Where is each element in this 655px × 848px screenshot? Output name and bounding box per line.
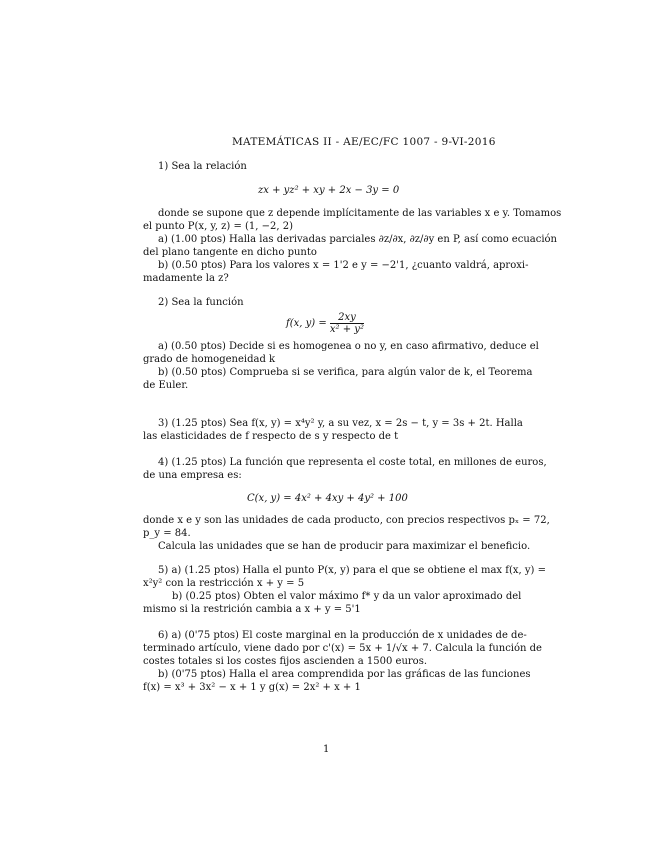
- problem-5-line-1: 5) a) (1.25 ptos) Halla el punto P(x, y) para el que se obtiene el max f(x, y) =: [158, 565, 546, 576]
- problem-2-line-1: a) (0.50 ptos) Decide si es homogenea o no y, en caso afirmativo, deduce el: [158, 341, 539, 352]
- problem-4-line-5: Calcula las unidades que se han de producir para maximizar el beneficio.: [158, 541, 531, 552]
- problem-1-line-2: el punto P(x, y, z) = (1, −2, 2): [143, 221, 293, 232]
- problem-1-intro: 1) Sea la relación: [158, 161, 247, 172]
- problem-2-numerator: 2xy: [330, 312, 364, 324]
- problem-2-line-2: grado de homogeneidad k: [143, 354, 276, 365]
- problem-4-line-3: donde x e y son las unidades de cada producto, con precios respectivos pₓ = 72,: [143, 515, 550, 526]
- problem-5-line-2: x²y² con la restricción x + y = 5: [143, 578, 305, 589]
- problem-6-line-5: f(x) = x³ + 3x² − x + 1 y g(x) = 2x² + x + 1: [143, 682, 361, 693]
- page-number: 1: [323, 744, 330, 755]
- problem-2-line-4: de Euler.: [143, 380, 189, 391]
- problem-1-equation: zx + yz² + xy + 2x − 3y = 0: [258, 185, 400, 196]
- problem-6-line-3: costes totales si los costes fijos ascienden a 1500 euros.: [143, 656, 428, 667]
- problem-4-line-4: p_y = 84.: [143, 528, 191, 539]
- problem-2-lhs: f(x, y) =: [286, 318, 327, 329]
- problem-2-formula: [286, 312, 364, 335]
- problem-2-fraction: [330, 312, 364, 335]
- problem-2-intro: 2) Sea la función: [158, 297, 244, 308]
- problem-1-line-1: donde se supone que z depende implícitamente de las variables x e y. Tomamos: [158, 208, 562, 219]
- problem-5-line-4: mismo si la restrición cambia a x + y = 5'1: [143, 604, 361, 615]
- problem-6-line-1: 6) a) (0'75 ptos) El coste marginal en la producción de x unidades de de-: [158, 630, 527, 641]
- problem-1-line-5: b) (0.50 ptos) Para los valores x = 1'2 e y = −2'1, ¿cuanto valdrá, aproxi-: [158, 260, 529, 271]
- problem-3-line-2: las elasticidades de f respecto de s y respecto de t: [143, 431, 399, 442]
- problem-6-line-4: b) (0'75 ptos) Halla el area comprendida por las gráficas de las funciones: [158, 669, 531, 680]
- problem-4-line-2: de una empresa es:: [143, 470, 242, 481]
- problem-3-line-1: 3) (1.25 ptos) Sea f(x, y) = x⁴y² y, a su vez, x = 2s − t, y = 3s + 2t. Halla: [158, 418, 523, 429]
- page-title: MATEMÁTICAS II - AE/EC/FC 1007 - 9-VI-2016: [232, 136, 496, 148]
- problem-6-line-2: terminado artículo, viene dado por c'(x) = 5x + 1/√x + 7. Calcula la función de: [143, 643, 542, 654]
- problem-4-line-1: 4) (1.25 ptos) La función que representa el coste total, en millones de euros,: [158, 457, 547, 468]
- problem-2-denominator: x² + y²: [329, 324, 364, 335]
- problem-4-equation: C(x, y) = 4x² + 4xy + 4y² + 100: [247, 493, 408, 504]
- problem-2-line-3: b) (0.50 ptos) Comprueba si se verifica, para algún valor de k, el Teorema: [158, 367, 533, 378]
- problem-1-line-3: a) (1.00 ptos) Halla las derivadas parciales ∂z/∂x, ∂z/∂y en P, así como ecuación: [158, 234, 557, 245]
- problem-1-line-6: madamente la z?: [143, 273, 229, 284]
- problem-5-line-3: b) (0.25 ptos) Obten el valor máximo f* y da un valor aproximado del: [172, 591, 522, 602]
- problem-1-line-4: del plano tangente en dicho punto: [143, 247, 317, 258]
